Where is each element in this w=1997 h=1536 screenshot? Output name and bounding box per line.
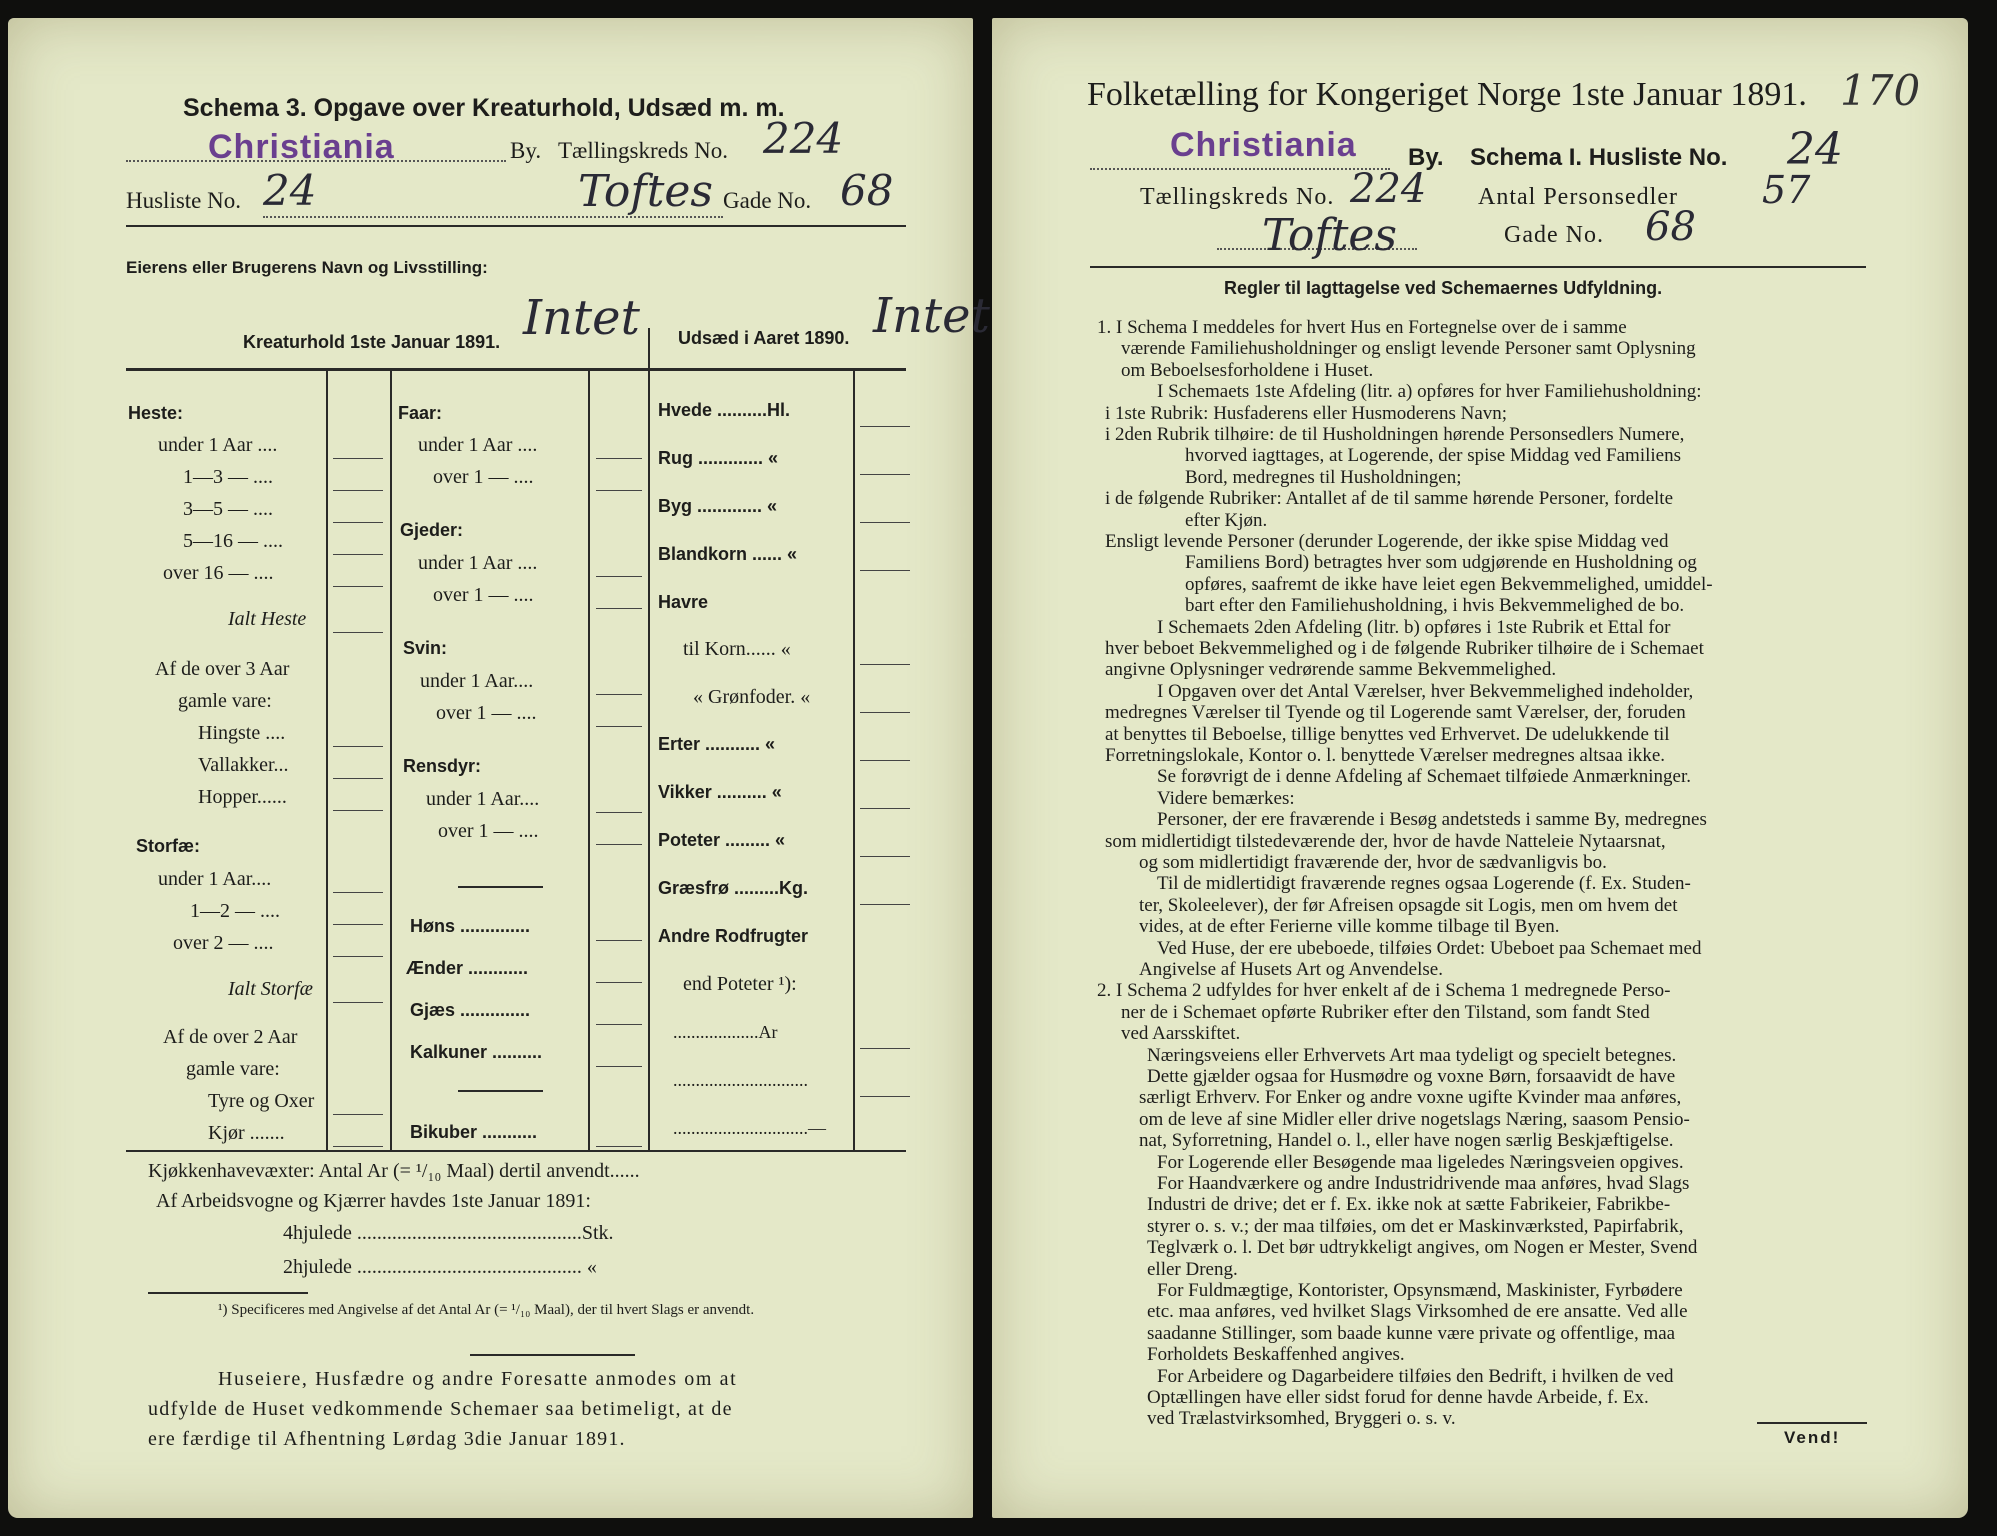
antal-value: 57 xyxy=(1762,168,1811,212)
rules-line: Ved Huse, der ere ubeboede, tilføies Ordet: Ubeboet paa Schemaet med xyxy=(1157,937,1702,959)
answer-line xyxy=(333,490,383,491)
closing-rule xyxy=(470,1354,635,1356)
rules-line: eller Dreng. xyxy=(1147,1258,1238,1280)
col2-row: under 1 Aar .... xyxy=(418,552,538,574)
rules-line: Forholdets Beskaffenhed angives. xyxy=(1147,1344,1405,1366)
col2-row: under 1 Aar.... xyxy=(420,670,534,692)
answer-line xyxy=(333,522,383,523)
kreatur-note: Intet xyxy=(523,290,640,346)
divider xyxy=(458,1090,543,1092)
rules-line: angivne Oplysninger vedrørende samme Bekvemmelighed. xyxy=(1105,659,1557,681)
col1-row: Af de over 2 Aar xyxy=(163,1026,298,1048)
col3-row: Blandkorn ...... « xyxy=(658,544,798,564)
rules-line: Forretningslokale, Kontor o. l. benyttede Værelser medregnes altsaa ikke. xyxy=(1105,745,1665,766)
answer-line xyxy=(860,712,910,713)
rules-line: 1. I Schema I meddeles for hvert Hus en Fortegnelse over de i samme xyxy=(1097,317,1627,338)
rules-line: hver beboet Bekvemmelighed og i de følgende Rubriker tilhøire de i Schemaet xyxy=(1105,638,1704,659)
answer-line xyxy=(860,426,910,427)
col1-row: under 1 Aar .... xyxy=(158,434,278,456)
col3-row: Erter ........... « xyxy=(658,734,776,754)
rules-line: For Arbeidere og Dagarbeidere tilføies den Bedrift, i hvilken de ved xyxy=(1157,1365,1674,1387)
rules-line: Videre bemærkes: xyxy=(1157,787,1295,809)
rules-line: For Haandværkere og andre Industridrivende maa anføres, hvad Slags xyxy=(1157,1173,1690,1194)
answer-line xyxy=(333,956,383,957)
answer-line xyxy=(860,1048,910,1049)
owner-label: Eierens eller Brugerens Navn og Livsstilling: xyxy=(126,258,488,277)
col1-row: gamle vare: xyxy=(178,690,272,712)
footnote: ¹) Specificeres med Angivelse af det Antal Ar (= ¹/₁₀ Maal), der til hvert Slags er anvendt. xyxy=(218,1302,755,1318)
answer-line xyxy=(333,1002,383,1003)
gade-value: 68 xyxy=(1645,204,1696,250)
answer-line xyxy=(596,608,642,609)
col3-row: .............................. xyxy=(673,1070,808,1090)
by-label: By. xyxy=(510,138,542,163)
rules-line: I Schemaets 1ste Afdeling (litr. a) opføres for hver Familiehusholdning: xyxy=(1157,381,1702,403)
hjul2-line: 2hjulede ............................................. « xyxy=(283,1256,597,1278)
rules-line: i 2den Rubrik tilhøire: de til Husholdningen hørende Personsedlers Numere, xyxy=(1105,424,1685,445)
col1-row: 1—3 — .... xyxy=(183,466,273,488)
rules-line: opføres, saafremt de ikke have leiet egen Bekvemmelighed, umiddel- xyxy=(1185,573,1713,595)
rules-line: I Schemaets 2den Afdeling (litr. b) opføres i 1ste Rubrik et Ettal for xyxy=(1157,616,1671,638)
kreatur-header: Kreaturhold 1ste Januar 1891. xyxy=(243,332,501,352)
arbeids-line: Af Arbeidsvogne og Kjærrer havdes 1ste Januar 1891: xyxy=(156,1190,591,1212)
rules-line: nat, Syforretning, Handel o. l., eller have nogen særlig Beskjæftigelse. xyxy=(1139,1130,1674,1152)
by-label: By. xyxy=(1408,144,1444,171)
col3-row: Rug ............. « xyxy=(658,448,779,468)
col3-row: Byg ............. « xyxy=(658,496,778,516)
answer-line xyxy=(860,664,910,665)
answer-line xyxy=(860,570,910,571)
rules-line: at benyttes til Beboelse, tillige benyttes ved Erhvervet. De udelukkende til xyxy=(1105,723,1670,745)
rules-line: For Fuldmægtige, Kontorister, Opsynsmænd, Maskinister, Fyrbødere xyxy=(1157,1280,1683,1301)
col1-row: over 16 — .... xyxy=(163,562,274,584)
col1-row: 1—2 — .... xyxy=(190,900,280,922)
col2-row: Gjeder: xyxy=(400,520,464,540)
vend-label: Vend! xyxy=(1784,1428,1841,1447)
city-stamp: Christiania xyxy=(1170,126,1357,164)
col3-row: ...................Ar xyxy=(673,1022,778,1042)
answer-line xyxy=(596,844,642,845)
answer-line xyxy=(596,694,642,695)
rules-line: hvorved iagttages, at Logerende, der spise Middag ved Familiens xyxy=(1185,445,1681,467)
answer-line xyxy=(333,892,383,893)
answer-line xyxy=(860,808,910,809)
rules-line: ner de i Schemaet opførte Rubriker efter den Tilstand, som fandt Sted xyxy=(1121,1001,1650,1023)
col1-row: under 1 Aar.... xyxy=(158,868,272,890)
rules-line: vides, at de efter Ferierne ville komme tilbage til Byen. xyxy=(1139,916,1560,938)
col2-row: Gjæs .............. xyxy=(410,1000,531,1020)
kjokken-line: Kjøkkenhavevæxter: Antal Ar (= ¹/₁₀ Maal) dertil anvendt...... xyxy=(148,1160,640,1182)
col2-row: over 1 — .... xyxy=(433,466,534,488)
rules-line: som midlertidigt tilstedeværende der, hvor de havde Natteleie Nytaarsnat, xyxy=(1105,830,1666,852)
col1-row: Storfæ: xyxy=(136,836,200,856)
kreds-value: 224 xyxy=(1350,166,1427,212)
col-divider xyxy=(326,370,328,1150)
rules-line: Optællingen have eller sidst forud for denne havde Arbeide, f. Ex. xyxy=(1147,1387,1649,1408)
answer-line xyxy=(860,904,910,905)
answer-line xyxy=(596,940,642,941)
col1-row: over 2 — .... xyxy=(173,932,274,954)
city-stamp: Christiania xyxy=(208,128,395,166)
rules-line: Familiens Bord) betragtes hver som udgjørende en Husholdning og xyxy=(1185,552,1697,574)
col2-row: Bikuber ........... xyxy=(410,1122,538,1142)
answer-line xyxy=(860,474,910,475)
rules-line: styrer o. s. v.; der maa tilføies, om det er Maskinværksted, Papirfabrik, xyxy=(1147,1215,1684,1237)
table-bottom-rule xyxy=(126,1150,906,1152)
col1-row: Hopper...... xyxy=(198,786,287,808)
street-value: Toftes xyxy=(578,166,714,217)
rules-line: etc. maa anføres, ved hvilket Slags Virksomhed de ere ansatte. Ved alle xyxy=(1147,1301,1688,1323)
col1-row: Vallakker... xyxy=(198,754,289,776)
rules-line: efter Kjøn. xyxy=(1185,509,1268,531)
husliste-label: Husliste No. xyxy=(126,188,241,213)
rules-line: Dette gjælder ogsaa for Husmødre og voxne Børn, forsaavidt de have xyxy=(1147,1066,1676,1087)
vend-rule xyxy=(1757,1422,1867,1424)
answer-line xyxy=(333,1114,383,1115)
answer-line xyxy=(333,458,383,459)
answer-line xyxy=(333,554,383,555)
col3-row: Græsfrø .........Kg. xyxy=(658,878,809,898)
answer-line xyxy=(860,760,910,761)
col2-row: over 1 — .... xyxy=(436,702,537,724)
answer-line xyxy=(596,1066,642,1067)
answer-line xyxy=(333,1146,383,1147)
answer-line xyxy=(596,982,642,983)
col1-row: Af de over 3 Aar xyxy=(155,658,290,680)
col3-row: til Korn...... « xyxy=(683,638,791,660)
rules-line: om Beboelsesforholdene i Huset. xyxy=(1121,359,1374,381)
col3-row: Poteter ......... « xyxy=(658,830,786,850)
col2-row: Svin: xyxy=(403,638,448,658)
col-divider xyxy=(390,370,392,1150)
rules-line: Personer, der ere fraværende i Besøg andetsteds i samme By, medregnes xyxy=(1157,809,1707,831)
header-rule xyxy=(1090,266,1866,268)
rules-title: Regler til Iagttagelse ved Schemaernes Udfyldning. xyxy=(1224,278,1663,298)
rules-line: Bord, medregnes til Husholdningen; xyxy=(1185,466,1462,488)
udsaed-note: Intet xyxy=(873,288,990,344)
answer-line xyxy=(860,856,910,857)
answer-line xyxy=(596,1024,642,1025)
col3-row: Vikker .......... « xyxy=(658,782,782,802)
closing-line: Huseiere, Husfædre og andre Foresatte anmodes om at xyxy=(218,1368,738,1390)
col-divider xyxy=(588,370,590,1150)
hjul4-line: 4hjulede .............................................Stk. xyxy=(283,1222,614,1244)
udsaed-header: Udsæd i Aaret 1890. xyxy=(678,328,850,348)
col-divider xyxy=(853,370,855,1150)
rules-line: Næringsveiens eller Erhvervets Art maa tydeligt og specielt betegnes. xyxy=(1147,1044,1677,1066)
col2-row: Ænder ............ xyxy=(406,958,529,978)
divider xyxy=(458,886,543,888)
footnote-rule xyxy=(148,1292,308,1294)
rules-line: saadanne Stillinger, som baade kunne være private og offentlige, maa xyxy=(1147,1322,1676,1344)
rules-line: om de leve af sine Midler eller drive nogetslags Næring, saasom Pensio- xyxy=(1139,1108,1690,1130)
rules-line: Angivelse af Husets Art og Anvendelse. xyxy=(1139,959,1443,980)
rules-line: Se forøvrigt de i denne Afdeling af Schemaet tilføiede Anmærkninger. xyxy=(1157,766,1691,788)
col3-row: Andre Rodfrugter xyxy=(658,926,808,946)
answer-line xyxy=(596,458,642,459)
col1-row: 5—16 — .... xyxy=(183,530,283,552)
answer-line xyxy=(596,726,642,727)
answer-line xyxy=(333,778,383,779)
col3-row: Havre xyxy=(658,592,709,612)
col3-row: end Poteter ¹): xyxy=(683,973,797,995)
gade-value: 68 xyxy=(840,166,894,215)
gade-label: Gade No. xyxy=(1504,222,1604,248)
col2-row: Rensdyr: xyxy=(403,756,482,776)
gade-label: Gade No. xyxy=(723,188,812,213)
col1-row: Heste: xyxy=(128,403,184,423)
antal-label: Antal Personsedler xyxy=(1478,184,1678,210)
answer-line xyxy=(333,586,383,587)
rules-line: i de følgende Rubriker: Antallet af de til samme hørende Personer, fordelte xyxy=(1105,488,1673,510)
col1-row: Tyre og Oxer xyxy=(208,1090,315,1112)
schema3-heading: Schema 3. Opgave over Kreaturhold, Udsæd m. m. xyxy=(183,94,785,122)
street-value: Toftes xyxy=(1262,210,1398,261)
schema-label: Schema I. Husliste No. xyxy=(1470,144,1728,171)
col1-row: Hingste .... xyxy=(198,722,286,744)
rules-line: bart efter den Familiehusholdning, i hvis Bekvemmelighed de bo. xyxy=(1185,595,1685,617)
rules-line: ved Trælastvirksomhed, Bryggeri o. s. v. xyxy=(1147,1408,1456,1430)
rules-line: værende Familiehusholdninger og ensligt levende Personer samt Oplysning xyxy=(1121,338,1696,360)
col3-row: ..............................— xyxy=(673,1118,826,1138)
closing-line: udfylde de Huset vedkommende Schemaer saa betimeligt, at de xyxy=(148,1398,733,1420)
col1-row: Kjør ....... xyxy=(208,1122,285,1144)
answer-line xyxy=(596,576,642,577)
col2-row: under 1 Aar .... xyxy=(418,434,538,456)
col1-row: Ialt Storfæ xyxy=(228,978,314,1000)
answer-line xyxy=(596,1146,642,1147)
answer-line xyxy=(333,746,383,747)
rules-line: Teglværk o. l. Det bør udtrykkeligt angives, om Nogen er Mester, Svend xyxy=(1147,1237,1698,1259)
col3-row: « Grønfoder. « xyxy=(693,686,811,708)
col1-row: 3—5 — .... xyxy=(183,498,273,520)
header-rule xyxy=(126,225,906,227)
city-line xyxy=(1090,168,1390,170)
col2-row: over 1 — .... xyxy=(438,820,539,842)
rules-line: Ensligt levende Personer (derunder Logerende, der ikke spise Middag ved xyxy=(1105,531,1669,552)
kreds-value: 224 xyxy=(763,114,844,163)
col2-row: over 1 — .... xyxy=(433,584,534,606)
answer-line xyxy=(596,490,642,491)
husliste-value: 24 xyxy=(263,166,317,215)
answer-line xyxy=(596,812,642,813)
col2-row: Kalkuner .......... xyxy=(410,1042,543,1062)
rules-line: medregnes Værelser til Tyende og til Logerende samt Værelser, der, foruden xyxy=(1105,702,1686,724)
col2-row: Faar: xyxy=(398,403,443,423)
rules-line: i 1ste Rubrik: Husfaderens eller Husmoderens Navn; xyxy=(1105,402,1508,424)
corner-number: 170 xyxy=(1840,66,1921,115)
rules-line: og som midlertidigt fraværende der, hvor de sædvanligvis bo. xyxy=(1139,852,1607,873)
answer-line xyxy=(333,924,383,925)
closing-line: ere færdige til Afhentning Lørdag 3die Januar 1891. xyxy=(148,1428,626,1450)
kreds-label: Tællingskreds No. xyxy=(558,138,728,163)
col1-row: Ialt Heste xyxy=(228,608,307,630)
answer-line xyxy=(860,522,910,523)
col2-row: under 1 Aar.... xyxy=(426,788,540,810)
col1-row: gamle vare: xyxy=(186,1058,280,1080)
rules-line: For Logerende eller Besøgende maa ligeledes Næringsveien opgives. xyxy=(1157,1151,1684,1173)
col-divider xyxy=(648,328,650,1150)
answer-line xyxy=(860,1096,910,1097)
rules-line: Til de midlertidigt fraværende regnes ogsaa Logerende (f. Ex. Studen- xyxy=(1157,873,1691,895)
col3-row: Hvede ..........Hl. xyxy=(658,400,791,420)
col2-row: Høns .............. xyxy=(410,916,531,936)
rules-line: Industri de drive; det er f. Ex. ikke nok at sætte Fabrikeier, Fabrikbe- xyxy=(1147,1194,1671,1216)
rules-line: 2. I Schema 2 udfyldes for hver enkelt af de i Schema 1 medregnede Perso- xyxy=(1097,980,1671,1002)
rules-line: ter, Skoleelever), der før Afreisen opsagde sit Logis, men om hvem det xyxy=(1139,894,1678,916)
census-title: Folketælling for Kongeriget Norge 1ste Januar 1891. xyxy=(1087,76,1807,113)
rules-line: særligt Erhverv. For Enker og andre voxne ugifte Kvinder maa anføres, xyxy=(1139,1087,1682,1109)
rules-line: I Opgaven over det Antal Værelser, hver Bekvemmelighed indeholder, xyxy=(1157,680,1694,702)
table-top-rule xyxy=(126,368,906,371)
husliste-value: 24 xyxy=(1787,124,1843,175)
kreds-label: Tællingskreds No. xyxy=(1140,184,1335,210)
left-page xyxy=(8,18,990,1518)
rules-line: ved Aarsskiftet. xyxy=(1121,1023,1241,1045)
answer-line xyxy=(333,632,383,633)
answer-line xyxy=(333,810,383,811)
right-page xyxy=(992,18,1968,1518)
